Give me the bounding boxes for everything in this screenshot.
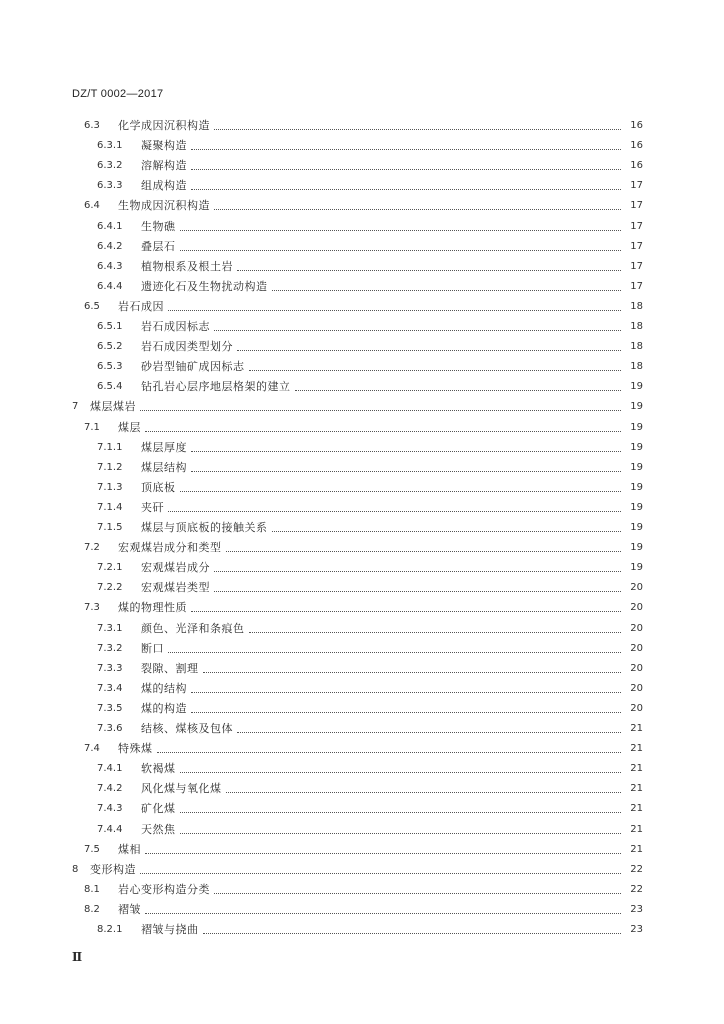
dot-leader bbox=[214, 892, 621, 894]
toc-entry-title: 煤层 bbox=[118, 421, 141, 434]
dot-leader bbox=[168, 651, 621, 653]
toc-entry-title: 顶底板 bbox=[141, 481, 176, 494]
toc-entry-page: 20 bbox=[630, 683, 643, 694]
dot-leader bbox=[226, 550, 622, 552]
dot-leader bbox=[191, 148, 621, 150]
toc-entry-number: 7.3.3 bbox=[97, 663, 123, 674]
toc-entry-page: 21 bbox=[630, 743, 643, 754]
toc-entry-page: 19 bbox=[630, 522, 643, 533]
toc-entry-number: 7.3.6 bbox=[97, 723, 123, 734]
toc-entry-title: 煤层结构 bbox=[141, 461, 187, 474]
toc-entry[interactable] bbox=[97, 377, 643, 397]
dot-leader bbox=[203, 932, 622, 934]
toc-entry-number: 6.3.3 bbox=[97, 180, 123, 191]
toc-entry-number: 7.4.3 bbox=[97, 803, 123, 814]
toc-entry[interactable] bbox=[97, 498, 643, 518]
toc-entry-title: 岩石成因标志 bbox=[141, 320, 210, 333]
toc-entry-number: 6.5.3 bbox=[97, 361, 123, 372]
toc-entry[interactable] bbox=[84, 538, 643, 558]
toc-entry-number: 6.4 bbox=[84, 200, 100, 211]
dot-leader bbox=[237, 269, 621, 271]
toc-entry-number: 6.5.4 bbox=[97, 381, 123, 392]
toc-entry-page: 16 bbox=[630, 160, 643, 171]
toc-entry-page: 17 bbox=[630, 200, 643, 211]
toc-entry-page: 19 bbox=[630, 462, 643, 473]
toc-entry-number: 7.1.5 bbox=[97, 522, 123, 533]
toc-entry-title: 宏观煤岩成分和类型 bbox=[118, 541, 222, 554]
toc-entry-title: 岩石成因类型划分 bbox=[141, 340, 233, 353]
toc-entry[interactable] bbox=[84, 840, 643, 860]
toc-entry-page: 18 bbox=[630, 361, 643, 372]
toc-entry-page: 21 bbox=[630, 763, 643, 774]
toc-entry[interactable] bbox=[97, 639, 643, 659]
toc-entry-page: 18 bbox=[630, 341, 643, 352]
toc-entry[interactable] bbox=[84, 739, 643, 759]
dot-leader bbox=[191, 691, 621, 693]
toc-entry-title: 断口 bbox=[141, 642, 164, 655]
toc-entry-title: 组成构造 bbox=[141, 179, 187, 192]
toc-entry-page: 17 bbox=[630, 281, 643, 292]
dot-leader bbox=[226, 791, 622, 793]
toc-entry-page: 20 bbox=[630, 623, 643, 634]
toc-entry-number: 6.4.3 bbox=[97, 261, 123, 272]
dot-leader bbox=[168, 510, 621, 512]
dot-leader bbox=[237, 731, 621, 733]
page-number: Ⅱ bbox=[72, 950, 83, 964]
toc-entry-title: 煤层厚度 bbox=[141, 441, 187, 454]
dot-leader bbox=[168, 309, 621, 311]
toc-entry-number: 7.2 bbox=[84, 542, 100, 553]
toc-entry-page: 19 bbox=[630, 442, 643, 453]
toc-entry-title: 凝聚构造 bbox=[141, 139, 187, 152]
toc-entry-page: 18 bbox=[630, 321, 643, 332]
toc-entry-number: 7 bbox=[72, 401, 79, 412]
toc-entry[interactable] bbox=[97, 237, 643, 257]
dot-leader bbox=[214, 128, 621, 130]
toc-entry[interactable] bbox=[84, 196, 643, 216]
toc-entry-title: 煤层与顶底板的接触关系 bbox=[141, 521, 268, 534]
toc-entry-page: 20 bbox=[630, 602, 643, 613]
toc-entry-page: 23 bbox=[630, 924, 643, 935]
toc-entry[interactable] bbox=[97, 820, 643, 840]
dot-leader bbox=[140, 872, 621, 874]
toc-entry[interactable] bbox=[97, 679, 643, 699]
toc-entry-number: 6.4.4 bbox=[97, 281, 123, 292]
toc-entry[interactable] bbox=[84, 598, 643, 618]
toc-entry-number: 7.2.2 bbox=[97, 582, 123, 593]
toc-entry-page: 17 bbox=[630, 241, 643, 252]
toc-entry-number: 6.5 bbox=[84, 301, 100, 312]
toc-entry-number: 7.4.1 bbox=[97, 763, 123, 774]
toc-entry-title: 变形构造 bbox=[90, 863, 136, 876]
toc-entry-title: 颜色、光泽和条痕色 bbox=[141, 622, 245, 635]
toc-entry-page: 17 bbox=[630, 221, 643, 232]
toc-entry[interactable] bbox=[72, 860, 643, 880]
toc-entry[interactable] bbox=[97, 277, 643, 297]
dot-leader bbox=[191, 470, 621, 472]
toc-entry-number: 7.1.2 bbox=[97, 462, 123, 473]
toc-entry[interactable] bbox=[97, 136, 643, 156]
toc-entry[interactable] bbox=[72, 397, 643, 417]
toc-entry[interactable] bbox=[84, 880, 643, 900]
toc-entry[interactable] bbox=[97, 217, 643, 237]
dot-leader bbox=[191, 188, 621, 190]
toc-entry-title: 煤的物理性质 bbox=[118, 601, 187, 614]
toc-entry-number: 7.3.1 bbox=[97, 623, 123, 634]
toc-entry-title: 煤层煤岩 bbox=[90, 400, 136, 413]
toc-entry-number: 6.4.1 bbox=[97, 221, 123, 232]
toc-entry[interactable] bbox=[84, 116, 643, 136]
toc-entry[interactable] bbox=[97, 156, 643, 176]
dot-leader bbox=[272, 530, 622, 532]
dot-leader bbox=[214, 208, 621, 210]
toc-entry[interactable] bbox=[97, 719, 643, 739]
toc-entry-title: 煤的构造 bbox=[141, 702, 187, 715]
toc-entry-page: 19 bbox=[630, 422, 643, 433]
toc-entry-title: 叠层石 bbox=[141, 240, 176, 253]
toc-entry-number: 8.1 bbox=[84, 884, 100, 895]
toc-entry-title: 风化煤与氧化煤 bbox=[141, 782, 222, 795]
toc-entry-number: 6.5.2 bbox=[97, 341, 123, 352]
toc-entry[interactable] bbox=[84, 297, 643, 317]
toc-entry[interactable] bbox=[97, 759, 643, 779]
toc-entry-title: 生物成因沉积构造 bbox=[118, 199, 210, 212]
toc-entry-number: 8.2 bbox=[84, 904, 100, 915]
dot-leader bbox=[180, 811, 622, 813]
toc-entry-title: 煤相 bbox=[118, 843, 141, 856]
toc-entry-number: 7.1.4 bbox=[97, 502, 123, 513]
toc-entry-title: 天然焦 bbox=[141, 823, 176, 836]
dot-leader bbox=[295, 389, 622, 391]
dot-leader bbox=[237, 349, 621, 351]
toc-entry-title: 化学成因沉积构造 bbox=[118, 119, 210, 132]
dot-leader bbox=[145, 430, 621, 432]
toc-entry-page: 19 bbox=[630, 502, 643, 513]
document-header: DZ/T 0002—2017 bbox=[72, 88, 164, 100]
toc-entry-number: 6.5.1 bbox=[97, 321, 123, 332]
toc-entry-number: 6.4.2 bbox=[97, 241, 123, 252]
toc-entry-title: 结核、煤核及包体 bbox=[141, 722, 233, 735]
toc-entry-title: 溶解构造 bbox=[141, 159, 187, 172]
dot-leader bbox=[249, 631, 622, 633]
dot-leader bbox=[180, 249, 622, 251]
toc-entry[interactable] bbox=[97, 317, 643, 337]
dot-leader bbox=[157, 751, 622, 753]
dot-leader bbox=[180, 771, 622, 773]
toc-entry-page: 21 bbox=[630, 783, 643, 794]
toc-entry-number: 6.3.1 bbox=[97, 140, 123, 151]
toc-entry-page: 19 bbox=[630, 562, 643, 573]
toc-entry[interactable] bbox=[97, 779, 643, 799]
toc-entry[interactable] bbox=[97, 558, 643, 578]
toc-entry-title: 夹矸 bbox=[141, 501, 164, 514]
toc-entry[interactable] bbox=[97, 458, 643, 478]
toc-entry-page: 16 bbox=[630, 120, 643, 131]
dot-leader bbox=[180, 490, 622, 492]
toc-entry-page: 19 bbox=[630, 482, 643, 493]
toc-entry-number: 7.4 bbox=[84, 743, 100, 754]
toc-entry-number: 7.2.1 bbox=[97, 562, 123, 573]
toc-entry-number: 8 bbox=[72, 864, 79, 875]
toc-entry-number: 7.4.2 bbox=[97, 783, 123, 794]
dot-leader bbox=[191, 610, 621, 612]
toc-entry-title: 砂岩型铀矿成因标志 bbox=[141, 360, 245, 373]
toc-entry[interactable] bbox=[97, 337, 643, 357]
toc-entry-page: 20 bbox=[630, 703, 643, 714]
toc-entry-page: 19 bbox=[630, 401, 643, 412]
toc-entry-number: 7.4.4 bbox=[97, 824, 123, 835]
toc-entry-title: 煤的结构 bbox=[141, 682, 187, 695]
toc-entry-page: 23 bbox=[630, 904, 643, 915]
toc-entry-number: 7.1.3 bbox=[97, 482, 123, 493]
toc-entry-page: 19 bbox=[630, 542, 643, 553]
toc-entry-number: 7.3 bbox=[84, 602, 100, 613]
toc-entry-number: 6.3.2 bbox=[97, 160, 123, 171]
dot-leader bbox=[180, 832, 622, 834]
toc-entry-title: 特殊煤 bbox=[118, 742, 153, 755]
dot-leader bbox=[214, 570, 621, 572]
toc-entry-number: 7.5 bbox=[84, 844, 100, 855]
toc-entry-title: 植物根系及根土岩 bbox=[141, 260, 233, 273]
toc-entry[interactable] bbox=[97, 699, 643, 719]
toc-entry[interactable] bbox=[97, 799, 643, 819]
dot-leader bbox=[214, 590, 621, 592]
toc-entry-page: 22 bbox=[630, 884, 643, 895]
dot-leader bbox=[145, 912, 621, 914]
toc-entry-title: 钻孔岩心层序地层格架的建立 bbox=[141, 380, 291, 393]
dot-leader bbox=[214, 329, 621, 331]
toc-entry-number: 7.1.1 bbox=[97, 442, 123, 453]
toc-entry-title: 宏观煤岩类型 bbox=[141, 581, 210, 594]
toc-entry[interactable] bbox=[84, 900, 643, 920]
toc-entry-number: 7.3.4 bbox=[97, 683, 123, 694]
toc-entry-number: 7.1 bbox=[84, 422, 100, 433]
dot-leader bbox=[140, 409, 621, 411]
toc-entry-title: 生物礁 bbox=[141, 220, 176, 233]
toc-entry[interactable] bbox=[84, 418, 643, 438]
toc-entry[interactable] bbox=[97, 659, 643, 679]
dot-leader bbox=[249, 369, 622, 371]
toc-entry-page: 21 bbox=[630, 723, 643, 734]
toc-entry-title: 裂隙、割理 bbox=[141, 662, 199, 675]
toc-entry-number: 8.2.1 bbox=[97, 924, 123, 935]
toc-entry-page: 21 bbox=[630, 803, 643, 814]
toc-entry-page: 21 bbox=[630, 824, 643, 835]
toc-entry-number: 7.3.5 bbox=[97, 703, 123, 714]
toc-entry[interactable] bbox=[97, 257, 643, 277]
toc-entry-page: 20 bbox=[630, 663, 643, 674]
toc-entry-number: 7.3.2 bbox=[97, 643, 123, 654]
toc-entry-page: 21 bbox=[630, 844, 643, 855]
dot-leader bbox=[180, 229, 622, 231]
dot-leader bbox=[191, 450, 621, 452]
toc-entry[interactable] bbox=[97, 518, 643, 538]
toc-entry-number: 6.3 bbox=[84, 120, 100, 131]
toc-entry-page: 19 bbox=[630, 381, 643, 392]
toc-entry-page: 17 bbox=[630, 261, 643, 272]
dot-leader bbox=[145, 852, 621, 854]
toc-entry[interactable] bbox=[97, 478, 643, 498]
toc-entry[interactable] bbox=[97, 920, 643, 940]
toc-entry[interactable] bbox=[97, 357, 643, 377]
dot-leader bbox=[203, 671, 622, 673]
toc-entry-title: 褶皱与挠曲 bbox=[141, 923, 199, 936]
toc-entry-title: 岩心变形构造分类 bbox=[118, 883, 210, 896]
toc-entry-page: 22 bbox=[630, 864, 643, 875]
toc-entry-title: 矿化煤 bbox=[141, 802, 176, 815]
toc-entry-page: 18 bbox=[630, 301, 643, 312]
toc-entry-title: 褶皱 bbox=[118, 903, 141, 916]
toc-entry-title: 遗迹化石及生物扰动构造 bbox=[141, 280, 268, 293]
toc-entry[interactable] bbox=[97, 438, 643, 458]
toc-entry-title: 宏观煤岩成分 bbox=[141, 561, 210, 574]
toc-entry[interactable] bbox=[97, 578, 643, 598]
toc-entry[interactable] bbox=[97, 176, 643, 196]
toc-entry-page: 20 bbox=[630, 582, 643, 593]
toc-entry-page: 16 bbox=[630, 140, 643, 151]
toc-entry[interactable] bbox=[97, 619, 643, 639]
toc-entry-title: 软褐煤 bbox=[141, 762, 176, 775]
dot-leader bbox=[191, 711, 621, 713]
dot-leader bbox=[191, 168, 621, 170]
toc-entry-page: 20 bbox=[630, 643, 643, 654]
dot-leader bbox=[272, 289, 622, 291]
toc-entry-title: 岩石成因 bbox=[118, 300, 164, 313]
toc-entry-page: 17 bbox=[630, 180, 643, 191]
